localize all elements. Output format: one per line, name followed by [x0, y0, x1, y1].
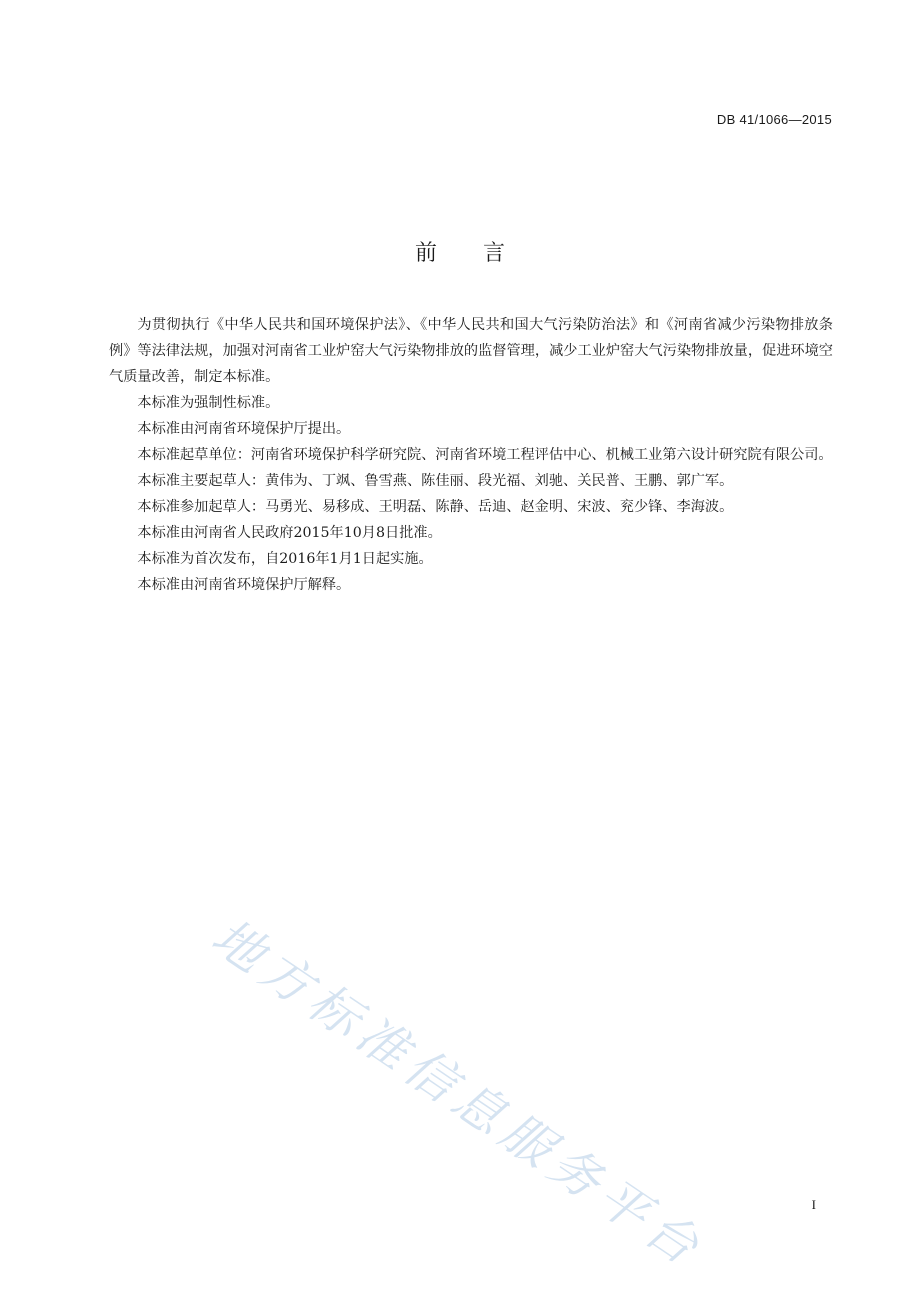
paragraph-approval: 本标准由河南省人民政府2015年10月8日批准。 [137, 525, 442, 541]
document-code: DB 41/1066—2015 [716, 112, 832, 127]
paragraph-participating-drafters: 本标准参加起草人：马勇光、易移成、王明磊、陈静、岳迪、赵金明、宋波、兖少锋、李海波。 [137, 499, 734, 515]
paragraph-proposer: 本标准由河南省环境保护厅提出。 [137, 421, 351, 437]
page-number: I [811, 1197, 816, 1212]
paragraph-drafting-units: 本标准起草单位：河南省环境保护科学研究院、河南省环境工程评估中心、机械工业第六设计研究院有限公司。 [137, 447, 833, 463]
foreword-body [109, 312, 833, 598]
page-title: 前言 [414, 241, 551, 266]
paragraph-main-drafters: 本标准主要起草人：黄伟为、丁飒、鲁雪燕、陈佳丽、段光福、刘驰、关民普、王鹏、郭广军。 [137, 473, 734, 489]
paragraph-interpretation: 本标准由河南省环境保护厅解释。 [137, 577, 351, 593]
watermark: 地方标准信息服务平台 [201, 907, 715, 1280]
paragraph-mandatory: 本标准为强制性标准。 [137, 395, 280, 411]
paragraph-purpose: 为贯彻执行《中华人民共和国环境保护法》、《中华人民共和国大气污染防治法》和《河南省减少污染物排放条例》等法律法规，加强对河南省工业炉窑大气污染物排放的监督管理，减少工业炉窑大气污染物排放量，促进环境空气质量改善，制定本标准。 [109, 317, 833, 385]
paragraph-implementation: 本标准为首次发布，自2016年1月1日起实施。 [137, 551, 433, 567]
